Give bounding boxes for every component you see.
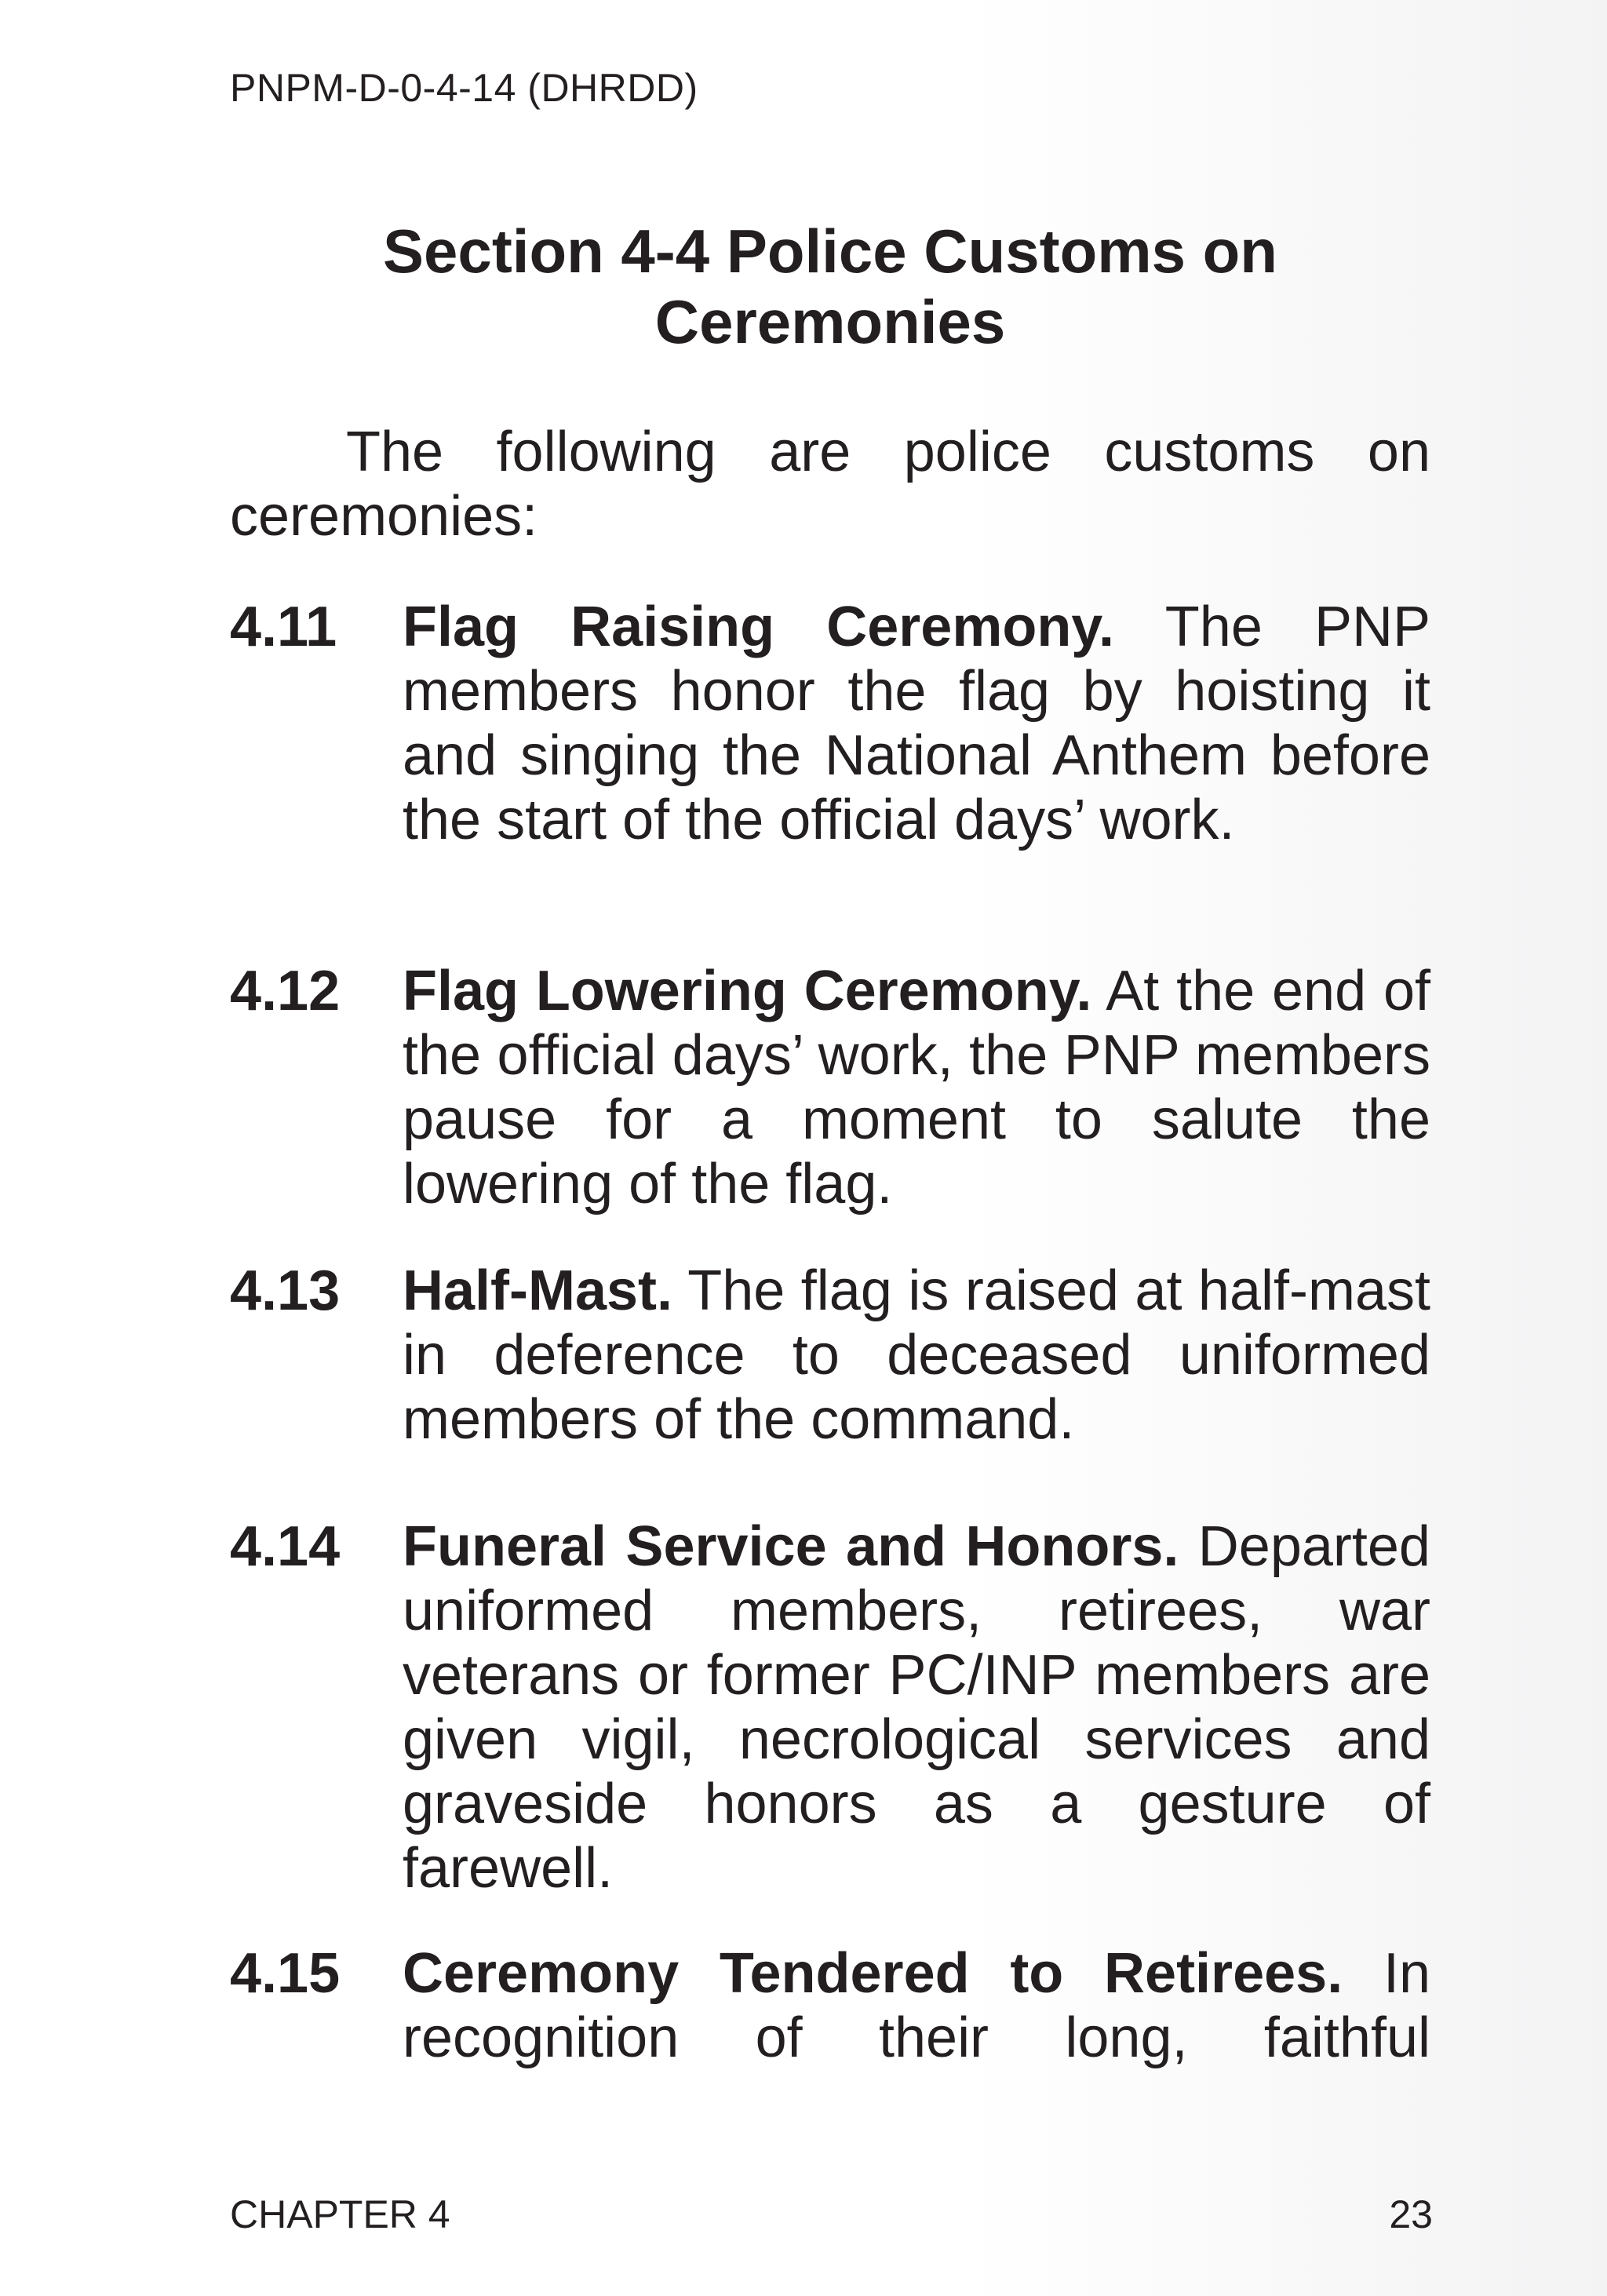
item-4-11 [230, 595, 1430, 852]
item-4-14 [230, 1514, 1430, 1901]
item-body: At the end of the official days’ work, the PNP members pause for a moment to salute the lowering of the flag. [403, 960, 1430, 1215]
item-4-13 [230, 1259, 1430, 1452]
item-body: In recognition of their long, faithful [403, 1942, 1430, 2069]
item-text [403, 595, 1430, 852]
section-title-line-1: Section 4-4 Police Customs on [383, 217, 1277, 286]
item-number: 4.12 [230, 960, 341, 1022]
item-text [403, 1259, 1430, 1452]
item-number: 4.14 [230, 1515, 341, 1578]
intro-paragraph: The following are police customs on ceremonies: [230, 421, 1430, 548]
item-body: Departed uniformed members, retirees, war veterans or former PC/INP members are given vigil, necrological services and graveside honors as a gesture of farewell. [403, 1515, 1430, 1900]
item-heading: Flag Raising Ceremony. [403, 596, 1115, 658]
item-text [403, 1941, 1430, 2070]
document-code: PNPM-D-0-4-14 (DHRDD) [230, 66, 698, 110]
item-heading: Funeral Service and Honors. [403, 1515, 1179, 1578]
item-body: The PNP members honor the flag by hoisting it and singing the National Anthem before the start of the official days’ work. [403, 596, 1430, 851]
page-number: 23 [1389, 2192, 1433, 2236]
item-heading: Flag Lowering Ceremony. [403, 960, 1092, 1022]
item-body: The flag is raised at half-mast in deference to deceased uniformed members of the command. [403, 1259, 1431, 1451]
item-4-15 [230, 1941, 1430, 2070]
footer-chapter: CHAPTER 4 [230, 2192, 450, 2236]
item-text [403, 1514, 1430, 1901]
item-heading: Half-Mast. [403, 1259, 673, 1322]
item-text [403, 959, 1430, 1216]
item-number: 4.13 [230, 1259, 341, 1322]
section-title-line-2: Ceremonies [654, 287, 1006, 356]
item-number: 4.11 [230, 596, 337, 658]
item-number: 4.15 [230, 1942, 341, 2005]
item-4-12 [230, 959, 1430, 1216]
section-title [230, 216, 1430, 357]
item-heading: Ceremony Tendered to Retirees. [403, 1942, 1343, 2005]
